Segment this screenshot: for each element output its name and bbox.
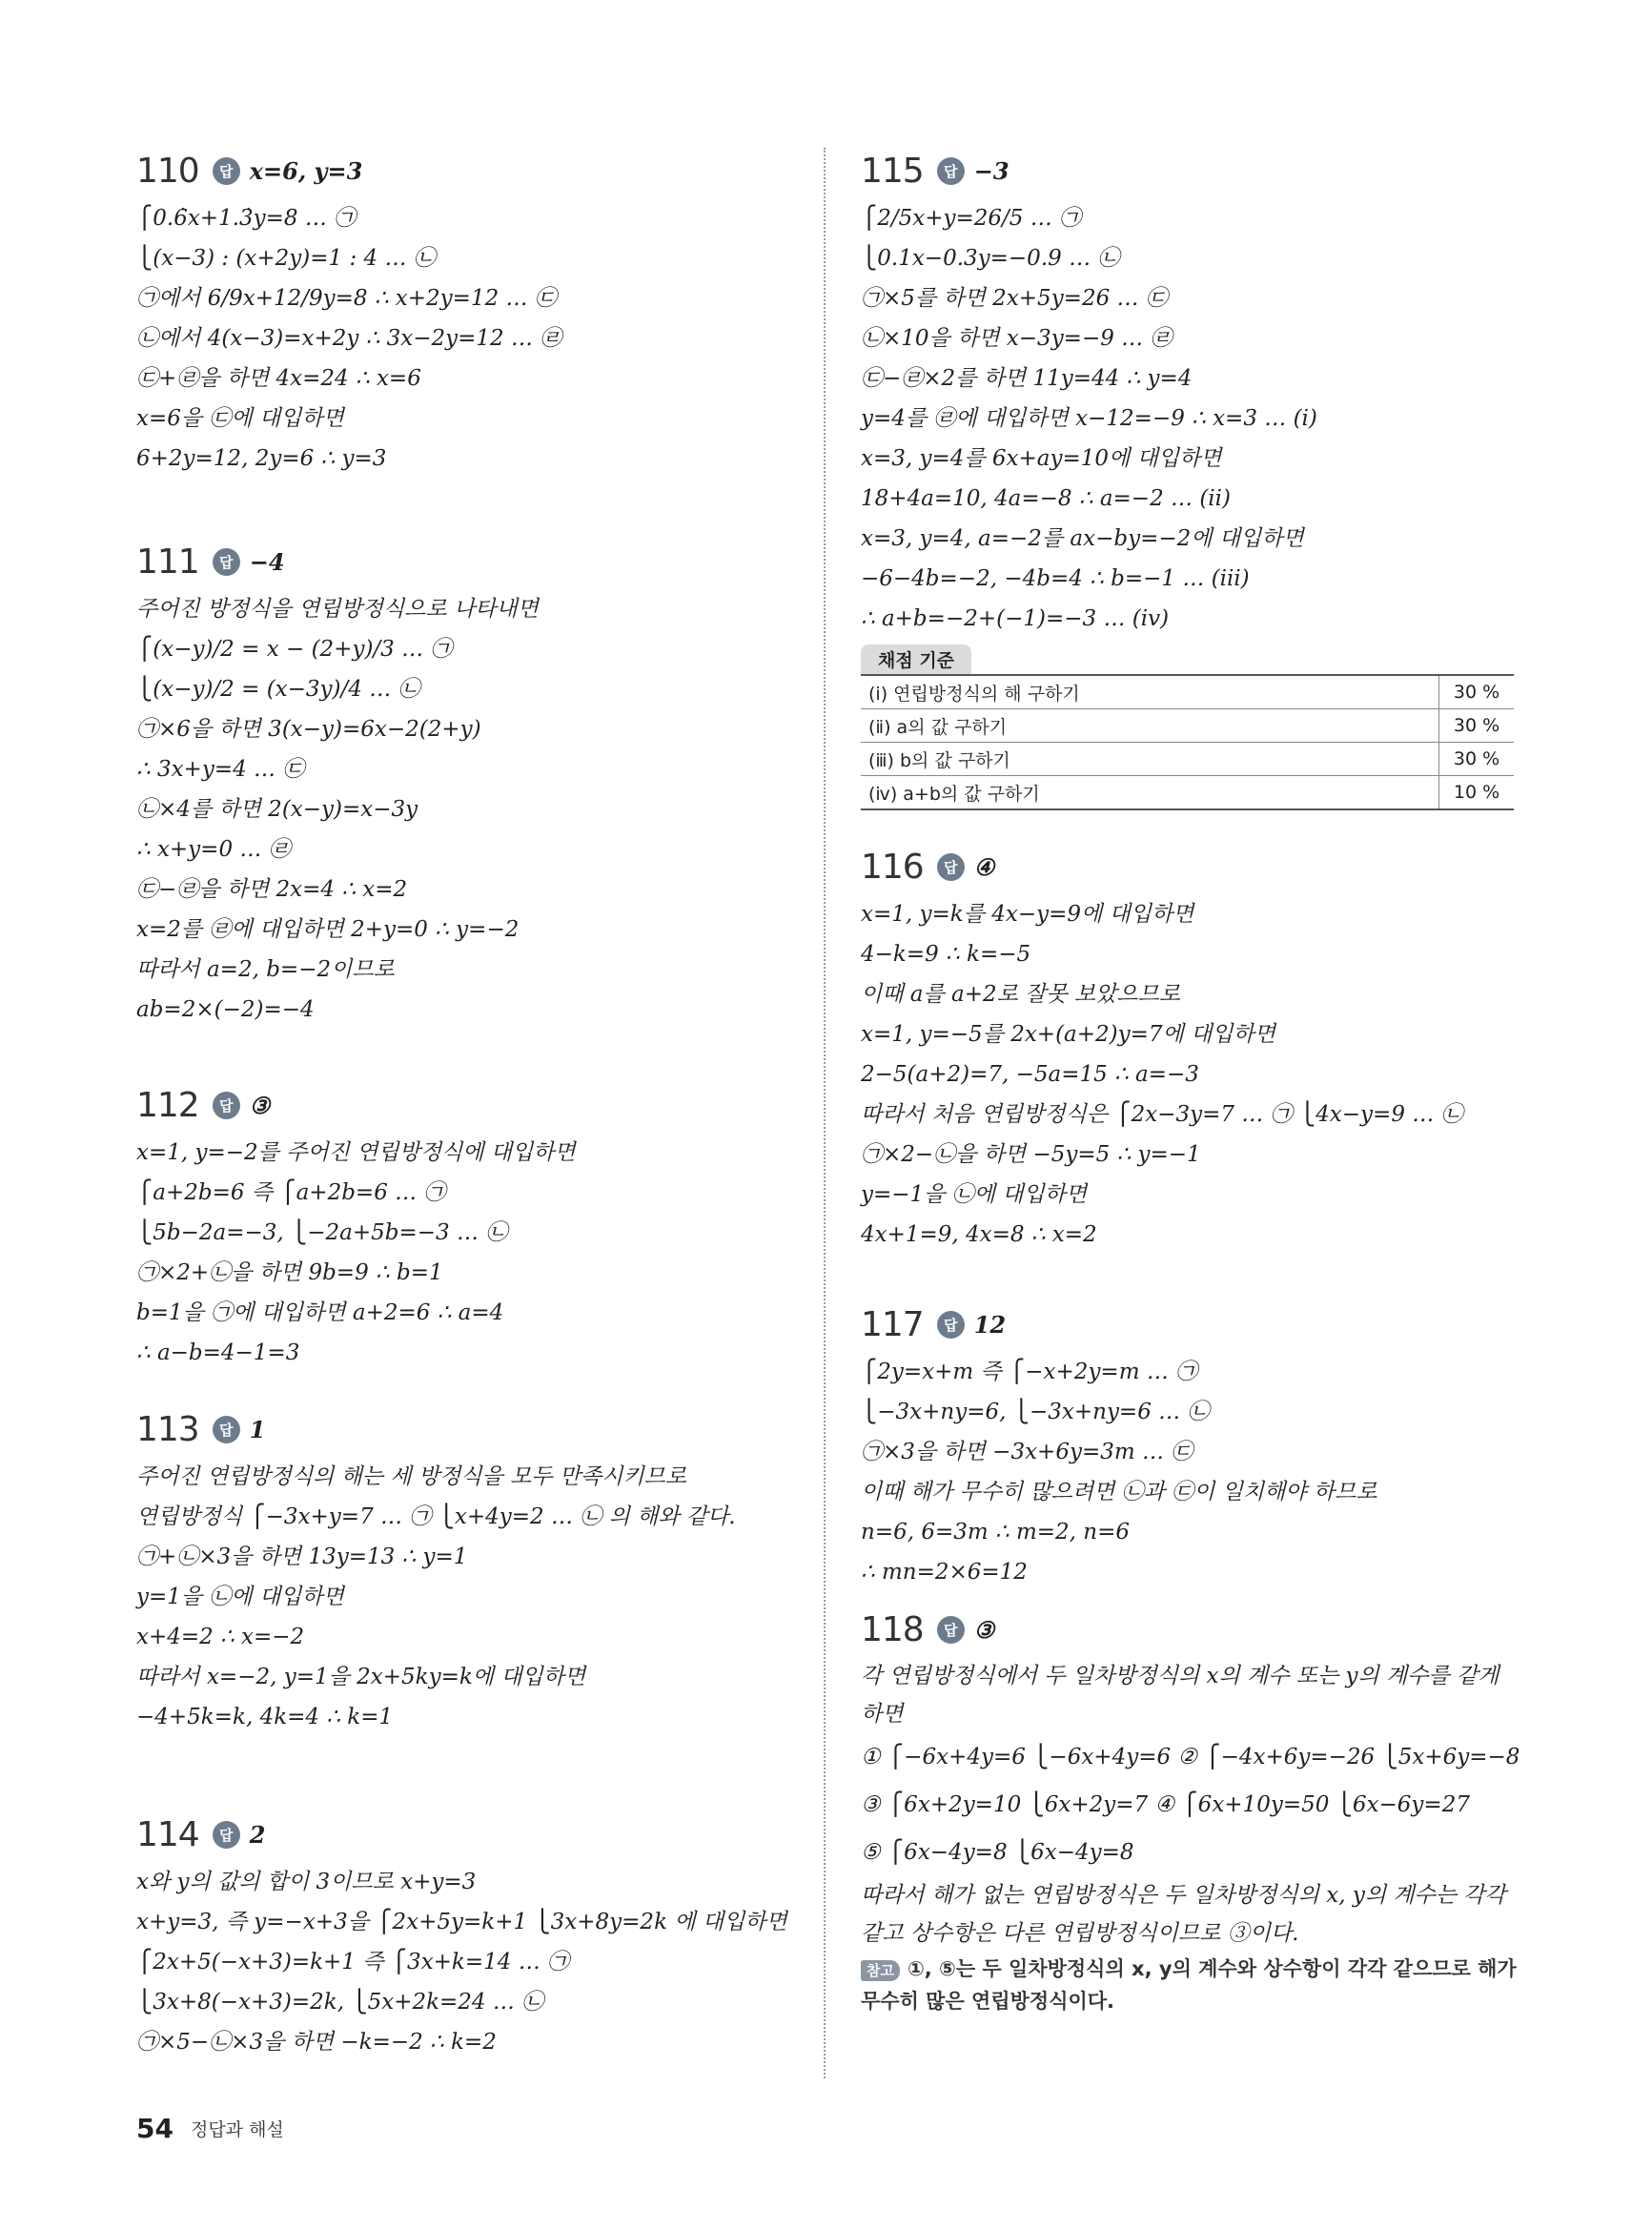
criteria-pct: 30 % (1439, 675, 1515, 709)
solution-line: ㉡에서 4(x−3)=x+2y ∴ 3x−2y=12 … ㉣ (136, 326, 562, 351)
reference-note (861, 1953, 1519, 2017)
solution-line: ⎩−3x+ny=6, ⎩−3x+ny=6 … ㉡ (861, 1400, 1210, 1424)
solution-line: ㉠×5−㉡×3을 하면 −k=−2 ∴ k=2 (136, 2030, 497, 2055)
problem-number: 110 (136, 151, 199, 191)
answer: ③ (249, 1091, 271, 1119)
answer: 12 (973, 1310, 1007, 1339)
solution-line: ㉢+㉣을 하면 4x=24 ∴ x=6 (136, 366, 421, 391)
solution-line: x=3, y=4, a=−2를 ax−by=−2에 대입하면 (861, 526, 1304, 551)
solution-line: ⎧2x+5(−x+3)=k+1 즉 ⎧3x+k=14 … ㉠ (136, 1950, 570, 1974)
solution-line: 따라서 해가 없는 연립방정식은 두 일차방정식의 x, y의 계수는 각각 같고 상수항은 다른 연립방정식이므로 ③이다. (861, 1883, 1506, 1946)
table-row (861, 709, 1514, 743)
problem-110 (136, 143, 842, 479)
solution-line: ① ⎧−6x+4y=6 ⎩−6x+4y=6 ② ⎧−4x+6y=−26 ⎩5x+6y=−8 (861, 1745, 1520, 1770)
solution-line: ⎩(x−3) : (x+2y)=1 : 4 … ㉡ (136, 246, 436, 271)
criteria-title: 채점 기준 (861, 644, 971, 674)
solution-line: ⑤ ⎧6x−4y=8 ⎩6x−4y=8 (861, 1840, 1134, 1865)
solution-line: −4+5k=k, 4k=4 ∴ k=1 (136, 1705, 394, 1729)
solution-line: ⎩(x−y)/2 = (x−3y)/4 … ㉡ (136, 677, 420, 702)
solution-line: 주어진 방정식을 연립방정식으로 나타내면 (136, 597, 539, 622)
note-label: 참고 (861, 1960, 900, 1981)
answer: 2 (249, 1820, 266, 1849)
criteria-pct: 30 % (1439, 743, 1515, 776)
criteria-item: (ⅱ) a의 값 구하기 (861, 709, 1439, 743)
solution-line: ∴ 3x+y=4 … ㉢ (136, 757, 305, 782)
answer-badge: 답 (937, 157, 965, 185)
solution-line: ㉢−㉣을 하면 2x=4 ∴ x=2 (136, 877, 408, 902)
solution-line: ㉠×5를 하면 2x+5y=26 … ㉢ (861, 286, 1168, 311)
solution-line: ⎩3x+8(−x+3)=2k, ⎩5x+2k=24 … ㉡ (136, 1990, 544, 2015)
solution-line: 따라서 x=−2, y=1을 2x+5ky=k에 대입하면 (136, 1665, 586, 1689)
solution-line: 4−k=9 ∴ k=−5 (861, 942, 1031, 967)
solution-line: ⎧2/5x+y=26/5 … ㉠ (861, 206, 1082, 231)
solution-line: x+4=2 ∴ x=−2 (136, 1625, 305, 1649)
solution-line: ∴ x+y=0 … ㉣ (136, 837, 291, 862)
solution-line: 18+4a=10, 4a=−8 ∴ a=−2 … (ⅱ) (861, 486, 1231, 511)
solution-line: x=1, y=−2를 주어진 연립방정식에 대입하면 (136, 1140, 576, 1165)
solution-line: x+y=3, 즉 y=−x+3을 ⎧2x+5y=k+1 ⎩3x+8y=2k 에 대입하면 (136, 1910, 787, 1934)
solution-line: x=1, y=k를 4x−y=9에 대입하면 (861, 902, 1194, 927)
solution-line: x와 y의 값의 합이 3이므로 x+y=3 (136, 1870, 477, 1894)
problem-116 (861, 839, 1519, 1255)
solution-line: ⎧a+2b=6 즉 ⎧a+2b=6 … ㉠ (136, 1180, 446, 1205)
page-footer (136, 2113, 284, 2144)
solution-line: ∴ mn=2×6=12 (861, 1560, 1028, 1585)
problem-number: 116 (861, 847, 924, 887)
solution-line: n=6, 6=3m ∴ m=2, n=6 (861, 1520, 1130, 1545)
criteria-item: (ⅳ) a+b의 값 구하기 (861, 776, 1439, 810)
answer: ③ (973, 1615, 995, 1644)
solution-line: 주어진 연립방정식의 해는 세 방정식을 모두 만족시키므로 (136, 1464, 687, 1489)
solution-line: 따라서 처음 연립방정식은 ⎧2x−3y=7 … ㉠ ⎩4x−y=9 … ㉡ (861, 1102, 1463, 1127)
problem-number: 113 (136, 1409, 199, 1449)
solution-line: ㉠×3을 하면 −3x+6y=3m … ㉢ (861, 1440, 1193, 1464)
problem-114 (136, 1807, 842, 2062)
criteria-item: (ⅲ) b의 값 구하기 (861, 743, 1439, 776)
solution-line: x=2를 ㉣에 대입하면 2+y=0 ∴ y=−2 (136, 917, 520, 942)
solution-line: x=1, y=−5를 2x+(a+2)y=7에 대입하면 (861, 1022, 1275, 1047)
answer: −4 (249, 547, 285, 576)
solution-line: ∴ a+b=−2+(−1)=−3 … (ⅳ) (861, 606, 1170, 631)
problem-number: 115 (861, 151, 924, 191)
answer: ④ (973, 852, 995, 881)
solution-line: 6+2y=12, 2y=6 ∴ y=3 (136, 446, 387, 471)
solution-line: y=4를 ㉣에 대입하면 x−12=−9 ∴ x=3 … (ⅰ) (861, 406, 1317, 431)
answer: 1 (249, 1415, 266, 1443)
solution-line: 이때 해가 무수히 많으려면 ㉡과 ㉢이 일치해야 하므로 (861, 1480, 1377, 1504)
problem-113 (136, 1401, 842, 1737)
problem-number: 118 (861, 1609, 924, 1649)
criteria-table (861, 674, 1514, 810)
solution-line: ⎩5b−2a=−3, ⎩−2a+5b=−3 … ㉡ (136, 1220, 508, 1245)
problem-number: 111 (136, 542, 199, 582)
problem-number: 114 (136, 1814, 199, 1854)
problem-115 (861, 143, 1519, 810)
solution-line: ㉡×4를 하면 2(x−y)=x−3y (136, 797, 418, 822)
problem-112 (136, 1077, 842, 1373)
page-title: 정답과 해설 (190, 2119, 284, 2140)
problem-111 (136, 534, 842, 1030)
solution-line: 따라서 a=2, b=−2이므로 (136, 957, 395, 982)
solution-line: 이때 a를 a+2로 잘못 보았으므로 (861, 982, 1180, 1007)
solution-line: ㉠×6을 하면 3(x−y)=6x−2(2+y) (136, 717, 481, 742)
answer-badge: 답 (213, 1821, 240, 1849)
table-row (861, 743, 1514, 776)
solution-line: 4x+1=9, 4x=8 ∴ x=2 (861, 1222, 1097, 1247)
answer-badge: 답 (213, 1416, 240, 1443)
answer-badge: 답 (937, 853, 965, 881)
solution-line: ㉢−㉣×2를 하면 11y=44 ∴ y=4 (861, 366, 1193, 391)
solution-line: 각 연립방정식에서 두 일차방정식의 x의 계수 또는 y의 계수를 같게 하면 (861, 1664, 1499, 1727)
criteria-item: (ⅰ) 연립방정식의 해 구하기 (861, 675, 1439, 709)
solution-line: 2−5(a+2)=7, −5a=15 ∴ a=−3 (861, 1062, 1199, 1087)
solution-line: ⎧2y=x+m 즉 ⎧−x+2y=m … ㉠ (861, 1360, 1198, 1384)
problem-117 (861, 1297, 1519, 1592)
answer-badge: 답 (213, 157, 240, 185)
solution-line: −6−4b=−2, −4b=4 ∴ b=−1 … (ⅲ) (861, 566, 1250, 591)
solution-line: ab=2×(−2)=−4 (136, 997, 315, 1022)
solution-line: x=3, y=4를 6x+ay=10에 대입하면 (861, 446, 1222, 471)
solution-line: ③ ⎧6x+2y=10 ⎩6x+2y=7 ④ ⎧6x+10y=50 ⎩6x−6y=27 (861, 1792, 1470, 1817)
solution-line: ⎧(x−y)/2 = x − (2+y)/3 … ㉠ (136, 637, 453, 662)
answer-badge: 답 (213, 548, 240, 576)
answer: −3 (973, 156, 1010, 185)
solution-line: 연립방정식 ⎧−3x+y=7 … ㉠ ⎩x+4y=2 … ㉡ 의 해와 같다. (136, 1504, 736, 1529)
problem-number: 117 (861, 1304, 924, 1344)
solution-line: ㉠×2−㉡을 하면 −5y=5 ∴ y=−1 (861, 1142, 1201, 1167)
note-text: ①, ⑤는 두 일차방정식의 x, y의 계수와 상수항이 각각 같으므로 해가 무수히 많은 연립방정식이다. (861, 1957, 1517, 2013)
solution-line: ㉠×2+㉡을 하면 9b=9 ∴ b=1 (136, 1260, 443, 1285)
table-row (861, 776, 1514, 810)
solution-line: ㉠에서 6/9x+12/9y=8 ∴ x+2y=12 … ㉢ (136, 286, 557, 311)
table-row (861, 675, 1514, 709)
solution-line: ⎩0.1x−0.3y=−0.9 … ㉡ (861, 246, 1120, 271)
answer: x=6, y=3 (249, 156, 363, 185)
answer-badge: 답 (937, 1616, 965, 1644)
solution-line: x=6을 ㉢에 대입하면 (136, 406, 344, 431)
solution-line: ㉡×10을 하면 x−3y=−9 … ㉣ (861, 326, 1173, 351)
solution-line: ⎧0.6̇x+1.3̇y=8 … ㉠ (136, 206, 357, 231)
problem-118 (861, 1602, 1519, 2017)
page-number: 54 (136, 2113, 173, 2144)
answer-badge: 답 (213, 1092, 240, 1119)
criteria-pct: 30 % (1439, 709, 1515, 743)
solution-line: ㉠+㉡×3을 하면 13y=13 ∴ y=1 (136, 1545, 468, 1569)
solution-line: y=−1을 ㉡에 대입하면 (861, 1182, 1088, 1207)
solution-line: b=1을 ㉠에 대입하면 a+2=6 ∴ a=4 (136, 1300, 504, 1325)
solution-line: ∴ a−b=4−1=3 (136, 1340, 300, 1365)
answer-badge: 답 (937, 1311, 965, 1339)
problem-number: 112 (136, 1085, 199, 1125)
criteria-pct: 10 % (1439, 776, 1515, 810)
solution-line: y=1을 ㉡에 대입하면 (136, 1585, 344, 1609)
